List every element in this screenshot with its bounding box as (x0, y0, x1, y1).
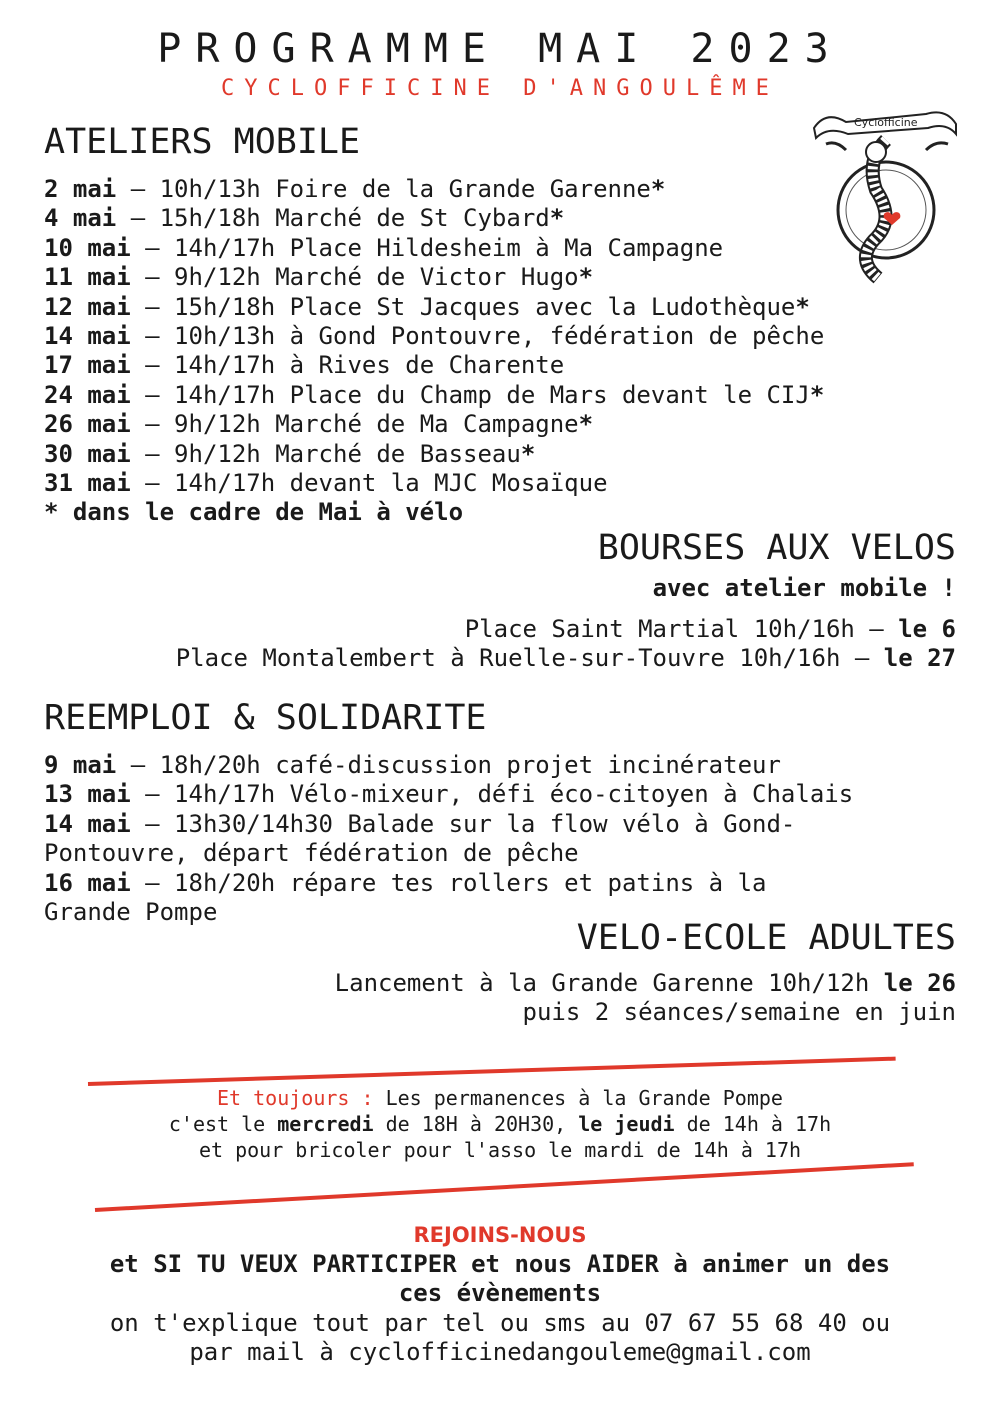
permanences-line-2: c'est le mercredi de 18H à 20H30, le jeudi de 14h à 17h (168, 1112, 832, 1136)
item-star: * (520, 439, 536, 468)
item-date: 24 mai (44, 380, 131, 409)
list-item (44, 292, 810, 322)
item-text: – 14h/17h devant la MJC Mosaïque (130, 469, 608, 497)
item-date: 12 mai (44, 292, 131, 321)
item-star: * (578, 410, 594, 439)
list-item (44, 468, 608, 498)
contact-email[interactable]: par mail à cyclofficinedangouleme@gmail.com (189, 1338, 811, 1366)
item-text: – 14h/17h Vélo-mixeur, défi éco-citoyen à Chalais (130, 780, 854, 809)
item-text: – 9h/12h Marché de Basseau (130, 439, 521, 468)
permanences-line-1: Et toujours : Les permanences à la Grande Pompe (217, 1086, 783, 1110)
list-item (44, 809, 795, 839)
list-item (44, 409, 593, 439)
permanences-line-3: et pour bricoler pour l'asso le mardi de 14h à 17h (198, 1138, 802, 1162)
item-date: 4 mai (44, 204, 117, 233)
item-date: 2 mai (44, 175, 117, 203)
list-item (44, 779, 853, 809)
logo-text: Cyclofficine (854, 116, 918, 129)
item-date: 16 mai (44, 868, 131, 897)
section-heading-bourses: BOURSES AUX VELOS (597, 528, 956, 568)
page-title: PROGRAMME MAI 2023 (157, 26, 843, 72)
list-item (44, 380, 824, 410)
bourses-line-2: Place Montalembert à Ruelle-sur-Touvre 10h/16h – le 27 (175, 644, 956, 672)
section-heading-ateliers: ATELIERS MOBILE (44, 122, 361, 162)
item-text: – 18h/20h répare tes rollers et patins à la (130, 868, 767, 897)
item-star: * (809, 380, 825, 409)
list-item (44, 203, 564, 233)
red-divider-bottom (95, 1162, 914, 1212)
cyclofficine-logo (806, 100, 966, 285)
ateliers-note: * dans le cadre de Mai à vélo (44, 498, 464, 526)
list-item (44, 868, 766, 898)
veloecole-line-1: Lancement à la Grande Garenne 10h/12h le 26 (334, 969, 956, 997)
item-text: – 13h30/14h30 Balade sur la flow vélo à Gond- (130, 809, 796, 838)
footer-line-1: et SI TU VEUX PARTICIPER et nous AIDER à animer un des (109, 1250, 891, 1278)
list-item (44, 321, 824, 351)
list-item (44, 897, 217, 927)
item-date: 10 mai (44, 233, 131, 262)
section-heading-veloecole: VELO-ECOLE ADULTES (576, 918, 956, 958)
item-star: * (795, 292, 810, 321)
veloecole-line-2: puis 2 séances/semaine en juin (522, 998, 956, 1026)
footer-line-3: on t'explique tout par tel ou sms au 07 67 55 68 40 ou (109, 1309, 891, 1337)
item-text: – 15h/18h Marché de St Cybard (116, 204, 550, 233)
item-date: 26 mai (44, 410, 131, 439)
rejoins-heading: REJOINS-NOUS (413, 1223, 587, 1247)
item-text: Grande Pompe (44, 898, 218, 926)
list-item (44, 262, 593, 292)
item-star: * (549, 204, 565, 233)
footer-line-4 (0, 1337, 1000, 1367)
list-item (44, 233, 723, 263)
section-heading-reemploi: REEMPLOI & SOLIDARITE (44, 698, 487, 738)
footer-line-2: ces évènements (398, 1279, 602, 1307)
item-text: – 14h/17h Place Hildesheim à Ma Campagne (130, 233, 724, 262)
bourses-line-1: Place Saint Martial 10h/16h – le 6 (464, 615, 956, 643)
item-date: 17 mai (44, 351, 131, 380)
item-text: – 15h/18h Place St Jacques avec la Ludothèque (130, 292, 796, 321)
list-item (44, 174, 665, 204)
item-text: – 9h/12h Marché de Victor Hugo (130, 263, 579, 292)
item-text: – 10h/13h à Gond Pontouvre, fédération de pêche (130, 322, 825, 350)
item-date: 9 mai (44, 751, 117, 779)
item-text: – 14h/17h à Rives de Charente (130, 351, 565, 380)
permanences-label: Et toujours : (217, 1086, 374, 1110)
page-subtitle: CYCLOFFICINE D'ANGOULÊME (221, 76, 779, 101)
item-text: – 9h/12h Marché de Ma Campagne (130, 410, 579, 439)
list-item (44, 439, 535, 469)
list-item (44, 750, 781, 780)
item-date: 30 mai (44, 439, 131, 468)
item-date: 14 mai (44, 322, 131, 350)
item-date: 14 mai (44, 809, 131, 838)
bourses-sub: avec atelier mobile ! (652, 574, 956, 602)
red-divider-top (88, 1057, 896, 1086)
item-date: 13 mai (44, 780, 131, 809)
item-text: – 14h/17h Place du Champ de Mars devant le CIJ (130, 380, 810, 409)
item-star: * (578, 263, 594, 292)
item-date: 31 mai (44, 469, 131, 497)
list-item (44, 350, 564, 380)
item-date: 11 mai (44, 263, 131, 292)
item-text: – 10h/13h Foire de la Grande Garenne (116, 175, 651, 203)
item-text: – 18h/20h café-discussion projet incinérateur (116, 751, 781, 779)
item-text: Pontouvre, départ fédération de pêche (44, 839, 579, 868)
item-star: * (650, 175, 666, 203)
list-item (44, 838, 579, 868)
